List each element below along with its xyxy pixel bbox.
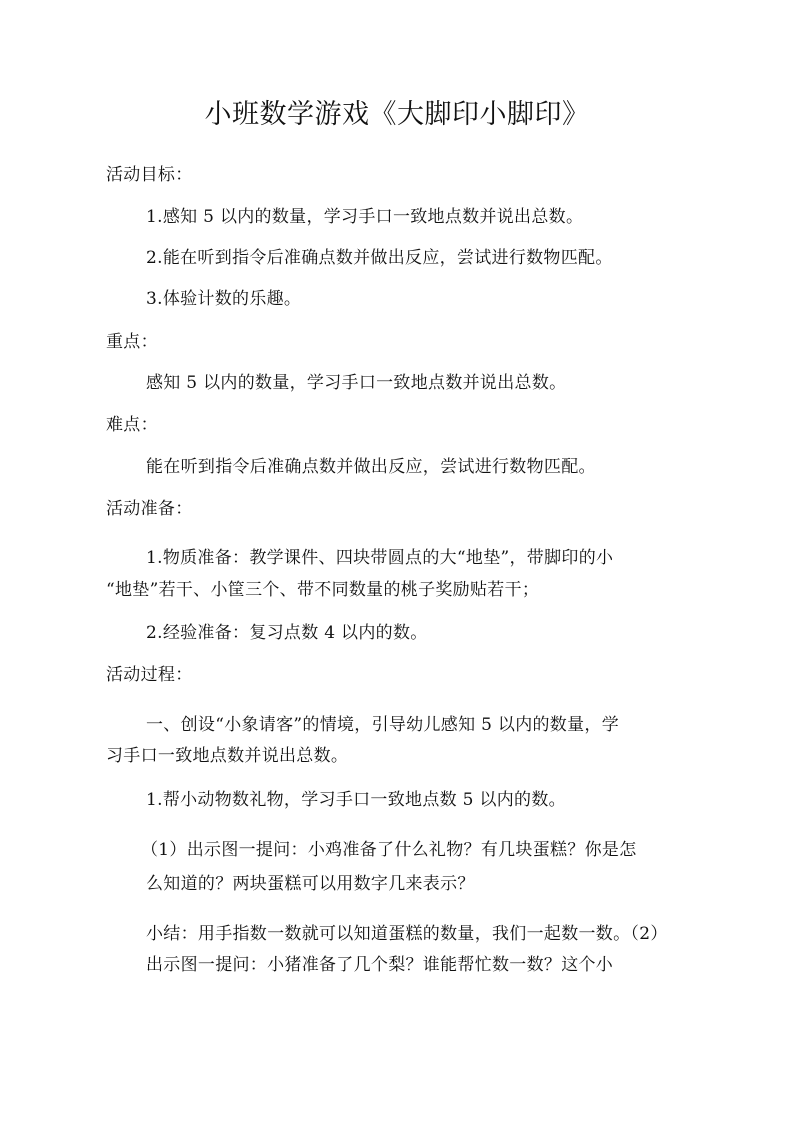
difficulty-text: 能在听到指令后准确点数并做出反应，尝试进行数物匹配。 (146, 457, 596, 477)
step-1-line-2: 习手口一致地点数并说出总数。 (106, 746, 349, 766)
question-1-line-1: （1）出示图一提问：小鸡准备了什么礼物？有几块蛋糕？你是怎 (141, 840, 637, 860)
prep-item-1-line-1: 1.物质准备：教学课件、四块带圆点的大“地垫”，带脚印的小 (146, 548, 614, 568)
prep-item-2: 2.经验准备：复习点数 4 以内的数。 (146, 623, 428, 643)
goal-item-3: 3.体验计数的乐趣。 (146, 289, 302, 309)
prep-heading: 活动准备： (106, 499, 193, 519)
step-1-line-1: 一、创设“小象请客”的情境，引导幼儿感知 5 以内的数量，学 (146, 715, 620, 735)
summary-line-1: 小结：用手指数一数就可以知道蛋糕的数量，我们一起数一数。（2） (146, 924, 668, 944)
summary-line-2: 出示图一提问：小猪准备了几个梨？谁能帮忙数一数？这个小 (146, 955, 614, 975)
step-1-sub-1: 1.帮小动物数礼物，学习手口一致地点数 5 以内的数。 (146, 790, 566, 810)
question-1-line-2: 么知道的？两块蛋糕可以用数字几来表示？ (146, 874, 475, 894)
goal-item-1: 1.感知 5 以内的数量，学习手口一致地点数并说出总数。 (146, 207, 584, 227)
prep-item-1-line-2: “地垫”若干、小筐三个、带不同数量的桃子奖励贴若干； (106, 580, 540, 600)
difficulty-heading: 难点： (106, 415, 158, 435)
key-heading: 重点： (106, 332, 158, 352)
goal-item-2: 2.能在听到指令后准确点数并做出反应，尝试进行数物匹配。 (146, 248, 613, 268)
process-heading: 活动过程： (106, 665, 193, 685)
goal-heading: 活动目标： (106, 165, 193, 185)
document-title: 小班数学游戏《大脚印小脚印》 (204, 99, 590, 130)
key-text: 感知 5 以内的数量，学习手口一致地点数并说出总数。 (146, 373, 567, 393)
